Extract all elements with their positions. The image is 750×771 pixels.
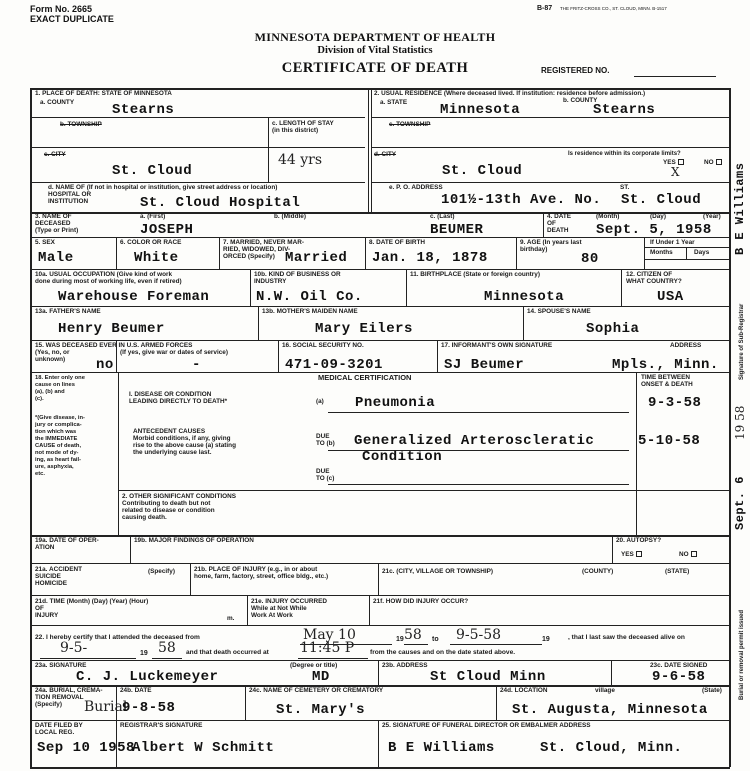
po-address-value: 101½-13th Ave. No. xyxy=(441,192,602,208)
color-race-label: 6. COLOR OR RACE xyxy=(120,239,182,246)
date-of-death-value: Sept. 5, 1958 xyxy=(596,222,712,238)
physician-address-value: St Cloud Minn xyxy=(430,669,546,685)
citizenship-value: USA xyxy=(657,289,684,305)
father-name-value: Henry Beumer xyxy=(58,321,165,337)
autopsy-yes-label: YES xyxy=(621,551,634,558)
armed-service-label: (If yes, give war or dates of service) xyxy=(120,349,228,356)
enter-one-cause-label: 18. Enter only one cause on lines (a), (b) and (c). xyxy=(35,375,85,402)
informant-address-value: Mpls., Minn. xyxy=(612,357,719,373)
agency-title: MINNESOTA DEPARTMENT OF HEALTH xyxy=(254,30,496,44)
last-name-label: c. (Last) xyxy=(430,213,455,220)
months-label: Months xyxy=(650,249,673,256)
year-prefix-19c: 19 xyxy=(140,650,148,657)
accident-specify-label: (Specify) xyxy=(148,568,175,575)
city-limits-label: Is residence within its corporate limits? xyxy=(568,151,681,157)
last-seen-value: 9-5- xyxy=(60,640,88,656)
cause-b-value: Generalized Arteroscleratic xyxy=(354,433,595,449)
certify-text-e: from the causes and on the date stated above. xyxy=(370,649,516,656)
informant-value: SJ Beumer xyxy=(444,357,525,373)
cemetery-value: St. Mary's xyxy=(276,702,366,718)
permit-issued-date: Sept. 6 xyxy=(733,476,747,530)
injury-occurred-label: 21e. INJURY OCCURRED While at Not While Work At Work xyxy=(251,598,327,619)
residence-county-value: Stearns xyxy=(593,102,656,118)
date-of-birth-label: 8. DATE OF BIRTH xyxy=(369,239,425,246)
registered-no-label: REGISTERED NO. xyxy=(541,66,610,75)
mother-name-label: 13b. MOTHER'S MAIDEN NAME xyxy=(262,308,358,315)
injury-county-label: (COUNTY) xyxy=(582,568,614,575)
funeral-address-value: St. Cloud, Minn. xyxy=(540,740,683,756)
city-limits-mark: X xyxy=(671,165,680,179)
due-to-b-label: DUE TO (b) xyxy=(316,433,335,447)
yes-label: YES xyxy=(663,159,676,166)
age-label: 9. AGE (In years last birthday) xyxy=(520,239,582,253)
injury-city-label: 21c. (CITY, VILLAGE OR TOWNSHIP) xyxy=(382,568,494,575)
degree-value: MD xyxy=(312,669,330,685)
po-city-value: St. Cloud xyxy=(621,192,702,208)
residence-county-label: b. COUNTY xyxy=(563,97,598,104)
date-filed-value: Sep 10 1958 xyxy=(37,740,135,756)
no-label: NO xyxy=(704,159,714,166)
under-one-year-label: If Under 1 Year xyxy=(650,239,695,246)
length-of-stay-value: 44 yrs xyxy=(278,152,323,168)
business-label: 10b. KIND OF BUSINESS OR INDUSTRY xyxy=(254,271,341,285)
occupation-label: 10a. USUAL OCCUPATION (Give kind of work done during most of working life, even if retired) xyxy=(35,271,182,285)
informant-label: 17. INFORMANT'S OWN SIGNATURE xyxy=(441,342,553,349)
certify-to-label: to xyxy=(432,636,439,643)
attended-from-value: May 10 xyxy=(303,627,356,643)
father-name-label: 13a. FATHER'S NAME xyxy=(35,308,101,315)
ssn-value: 471-09-3201 xyxy=(285,357,383,373)
village-label: village xyxy=(595,687,615,694)
registrar-signature-label: REGISTRAR'S SIGNATURE xyxy=(120,722,203,729)
operation-date-label: 19a. DATE OF OPER- ATION xyxy=(35,537,99,551)
business-value: N.W. Oil Co. xyxy=(256,289,363,305)
interval-b-value: 5-10-58 xyxy=(638,433,701,449)
degree-label: (Degree or title) xyxy=(290,662,338,669)
injury-state-label: (STATE) xyxy=(665,568,690,575)
residence-city-label: d. CITY xyxy=(374,151,397,158)
sub-registrar-label: Signature of Sub-Registrar xyxy=(739,303,745,380)
burial-value: Burial xyxy=(84,699,128,715)
interval-a-value: 9-3-58 xyxy=(648,395,702,411)
medical-certification-label: MEDICAL CERTIFICATION xyxy=(318,373,412,382)
exact-duplicate-stamp: EXACT DUPLICATE xyxy=(30,14,114,24)
birthplace-label: 11. BIRTHPLACE (State or foreign country) xyxy=(410,271,540,278)
give-disease-note: *(Give disease, in- jury or complica- tion which was the IMMEDIATE CAUSE of death, not mode of dy- ing, as heart fail- ure, asphyxia, etc. xyxy=(35,415,85,477)
burial-label: 24a. BURIAL, CREMA- TION REMOVAL (Specify) xyxy=(35,687,103,708)
usual-residence-label: 2. USUAL RESIDENCE (Where deceased lived. If institution: residence before admission.) xyxy=(374,90,646,97)
funeral-director-label: 25. SIGNATURE OF FUNERAL DIRECTOR OR EMBALMER ADDRESS xyxy=(382,722,591,729)
place-of-death-label: 1. PLACE OF DEATH: STATE OF MINNESOTA xyxy=(35,90,172,97)
injury-m-label: m. xyxy=(227,615,235,622)
operation-findings-label: 19b. MAJOR FINDINGS OF OPERATION xyxy=(134,537,254,544)
date-of-death-label: 4. DATE OF DEATH xyxy=(547,213,572,234)
date-signed-value: 9-6-58 xyxy=(652,669,706,685)
sex-label: 5. SEX xyxy=(35,239,55,246)
accident-label: 21a. ACCIDENT SUICIDE HOMICIDE xyxy=(35,566,82,587)
date-signed-label: 23c. DATE SIGNED xyxy=(650,662,708,669)
no-checkbox xyxy=(716,159,722,165)
antecedent-causes-label: ANTECEDENT CAUSES Morbid conditions, if any, giving rise to the above cause (a) stating the underlying cause last. xyxy=(133,428,236,456)
location-value: St. Augusta, Minnesota xyxy=(512,702,708,718)
city-limits-no xyxy=(704,159,722,166)
last-seen-year: 58 xyxy=(158,640,176,656)
how-injury-label: 21f. HOW DID INJURY OCCUR? xyxy=(373,598,469,605)
spouse-name-label: 14. SPOUSE'S NAME xyxy=(527,308,591,315)
immediate-cause-label: I. DISEASE OR CONDITION LEADING DIRECTLY TO DEATH* xyxy=(129,391,228,405)
cause-a-value: Pneumonia xyxy=(355,395,436,411)
certify-text-c: , that I last saw the deceased alive on xyxy=(568,634,685,641)
citizenship-label: 12. CITIZEN OF WHAT COUNTRY? xyxy=(626,271,682,285)
autopsy-label: 20. AUTOPSY? xyxy=(616,537,662,544)
burial-date-label: 24b. DATE xyxy=(120,687,152,694)
printer-name: THE FRITZ-CROSS CO., ST. CLOUD, MINN. B-1517 xyxy=(560,6,667,11)
certificate-title: CERTIFICATE OF DEATH xyxy=(281,60,469,76)
informant-address-label: ADDRESS xyxy=(670,342,702,349)
attended-from-year: 58 xyxy=(404,627,422,643)
sex-value: Male xyxy=(38,250,74,266)
form-number: Form No. 2665 xyxy=(30,4,93,14)
certify-text-d: and that death occurred at xyxy=(186,649,269,656)
autopsy-yes xyxy=(621,551,642,558)
name-of-deceased-label: 3. NAME OF DECEASED (Type or Print) xyxy=(35,213,79,234)
printer-code: B-87 xyxy=(537,5,553,12)
race-value: White xyxy=(134,250,179,266)
marital-status-value: Married xyxy=(285,250,348,266)
burial-permit-label: Burial or removal permit issued xyxy=(739,609,745,700)
po-address-label: e. P. O. ADDRESS xyxy=(389,184,443,191)
onset-interval-label: TIME BETWEEN ONSET & DEATH xyxy=(641,374,693,388)
mother-name-value: Mary Eilers xyxy=(315,321,413,337)
occupation-value: Warehouse Foreman xyxy=(58,289,210,305)
year-label: (Year) xyxy=(703,213,721,220)
last-name-value: BEUMER xyxy=(430,222,484,238)
year-prefix-19: 19 xyxy=(396,636,404,643)
death-county-value: Stearns xyxy=(112,102,175,118)
registrar-signature-value: Albert W Schmitt xyxy=(132,740,275,756)
hospital-value: St. Cloud Hospital xyxy=(140,195,301,211)
cause-a-label: (a) xyxy=(316,398,324,405)
division-title: Division of Vital Statistics xyxy=(317,45,433,56)
birthplace-value: Minnesota xyxy=(484,289,565,305)
location-state-label: (State) xyxy=(702,687,722,694)
township-label: b. TOWNSHIP xyxy=(60,121,102,128)
cause-b-continued: Condition xyxy=(362,449,443,465)
residence-township-label: c. TOWNSHIP xyxy=(389,121,431,128)
other-conditions-label: 2. OTHER SIGNIFICANT CONDITIONS Contributing to death but not related to disease or condition causing death. xyxy=(122,493,236,521)
armed-forces-label: 15. WAS DECEASED EVER IN U.S. ARMED FORCES (Yes, no, or unknown) xyxy=(35,342,193,363)
residence-city-value: St. Cloud xyxy=(442,163,523,179)
city-label: c. CITY xyxy=(44,151,66,158)
month-label: (Month) xyxy=(596,213,620,220)
due-to-c-label: DUE TO (c) xyxy=(316,468,335,482)
hospital-label: d. NAME OF (If not in hospital or institution, give street address or location) HOSPITAL OR INSTITUTION xyxy=(48,184,278,205)
day-label: (Day) xyxy=(650,213,666,220)
signature-label: 23a. SIGNATURE xyxy=(35,662,87,669)
sub-registrar-signature-value: B E Williams xyxy=(733,162,747,255)
county-label: a. COUNTY xyxy=(40,99,75,106)
po-st-label: ST. xyxy=(620,184,630,191)
burial-date-value: 9-8-58 xyxy=(122,700,176,716)
first-name-label: a. (First) xyxy=(140,213,166,220)
ssn-label: 16. SOCIAL SECURITY NO. xyxy=(282,342,364,349)
autopsy-no-checkbox xyxy=(691,551,697,557)
cemetery-label: 24c. NAME OF CEMETERY OR CREMATORY xyxy=(249,687,384,694)
death-city-value: St. Cloud xyxy=(112,163,193,179)
autopsy-no xyxy=(679,551,697,558)
first-name-value: JOSEPH xyxy=(140,222,194,238)
funeral-director-value: B E Williams xyxy=(388,740,495,756)
residence-state-value: Minnesota xyxy=(440,102,521,118)
armed-forces-value: no xyxy=(96,357,114,373)
time-of-injury-label: 21d. TIME (Month) (Day) (Year) (Hour) OF INJURY xyxy=(35,598,149,619)
location-label: 24d. LOCATION xyxy=(500,687,548,694)
spouse-name-value: Sophia xyxy=(586,321,640,337)
date-filed-label: DATE FILED BY LOCAL REG. xyxy=(35,722,83,736)
certify-text-a: 22. I hereby certify that I attended the deceased from xyxy=(35,634,200,641)
middle-name-label: b. (Middle) xyxy=(274,213,306,220)
length-of-stay-label: c. LENGTH OF STAY (in this district) xyxy=(272,120,334,134)
attended-to-value: 9-5-58 xyxy=(456,627,502,643)
physician-address-label: 23b. ADDRESS xyxy=(382,662,428,669)
state-label: a. STATE xyxy=(380,99,408,106)
date-of-birth-value: Jan. 18, 1878 xyxy=(372,250,488,266)
physician-signature-value: C. J. Luckemeyer xyxy=(76,669,219,685)
marital-status-label: 7. MARRIED, NEVER MAR- RIED, WIDOWED, DIV- ORCED (Specify) xyxy=(223,239,304,260)
age-value: 80 xyxy=(581,251,599,267)
death-time-value: 11:45 P xyxy=(300,640,355,656)
autopsy-no-label: NO xyxy=(679,551,689,558)
autopsy-yes-checkbox xyxy=(636,551,642,557)
service-value: - xyxy=(192,357,201,373)
permit-issued-year: 19 58 xyxy=(733,405,747,440)
days-label: Days xyxy=(694,249,710,256)
year-prefix-19b: 19 xyxy=(542,636,550,643)
place-of-injury-label: 21b. PLACE OF INJURY (e.g., in or about home, farm, factory, street, office bldg., etc.) xyxy=(194,566,329,580)
